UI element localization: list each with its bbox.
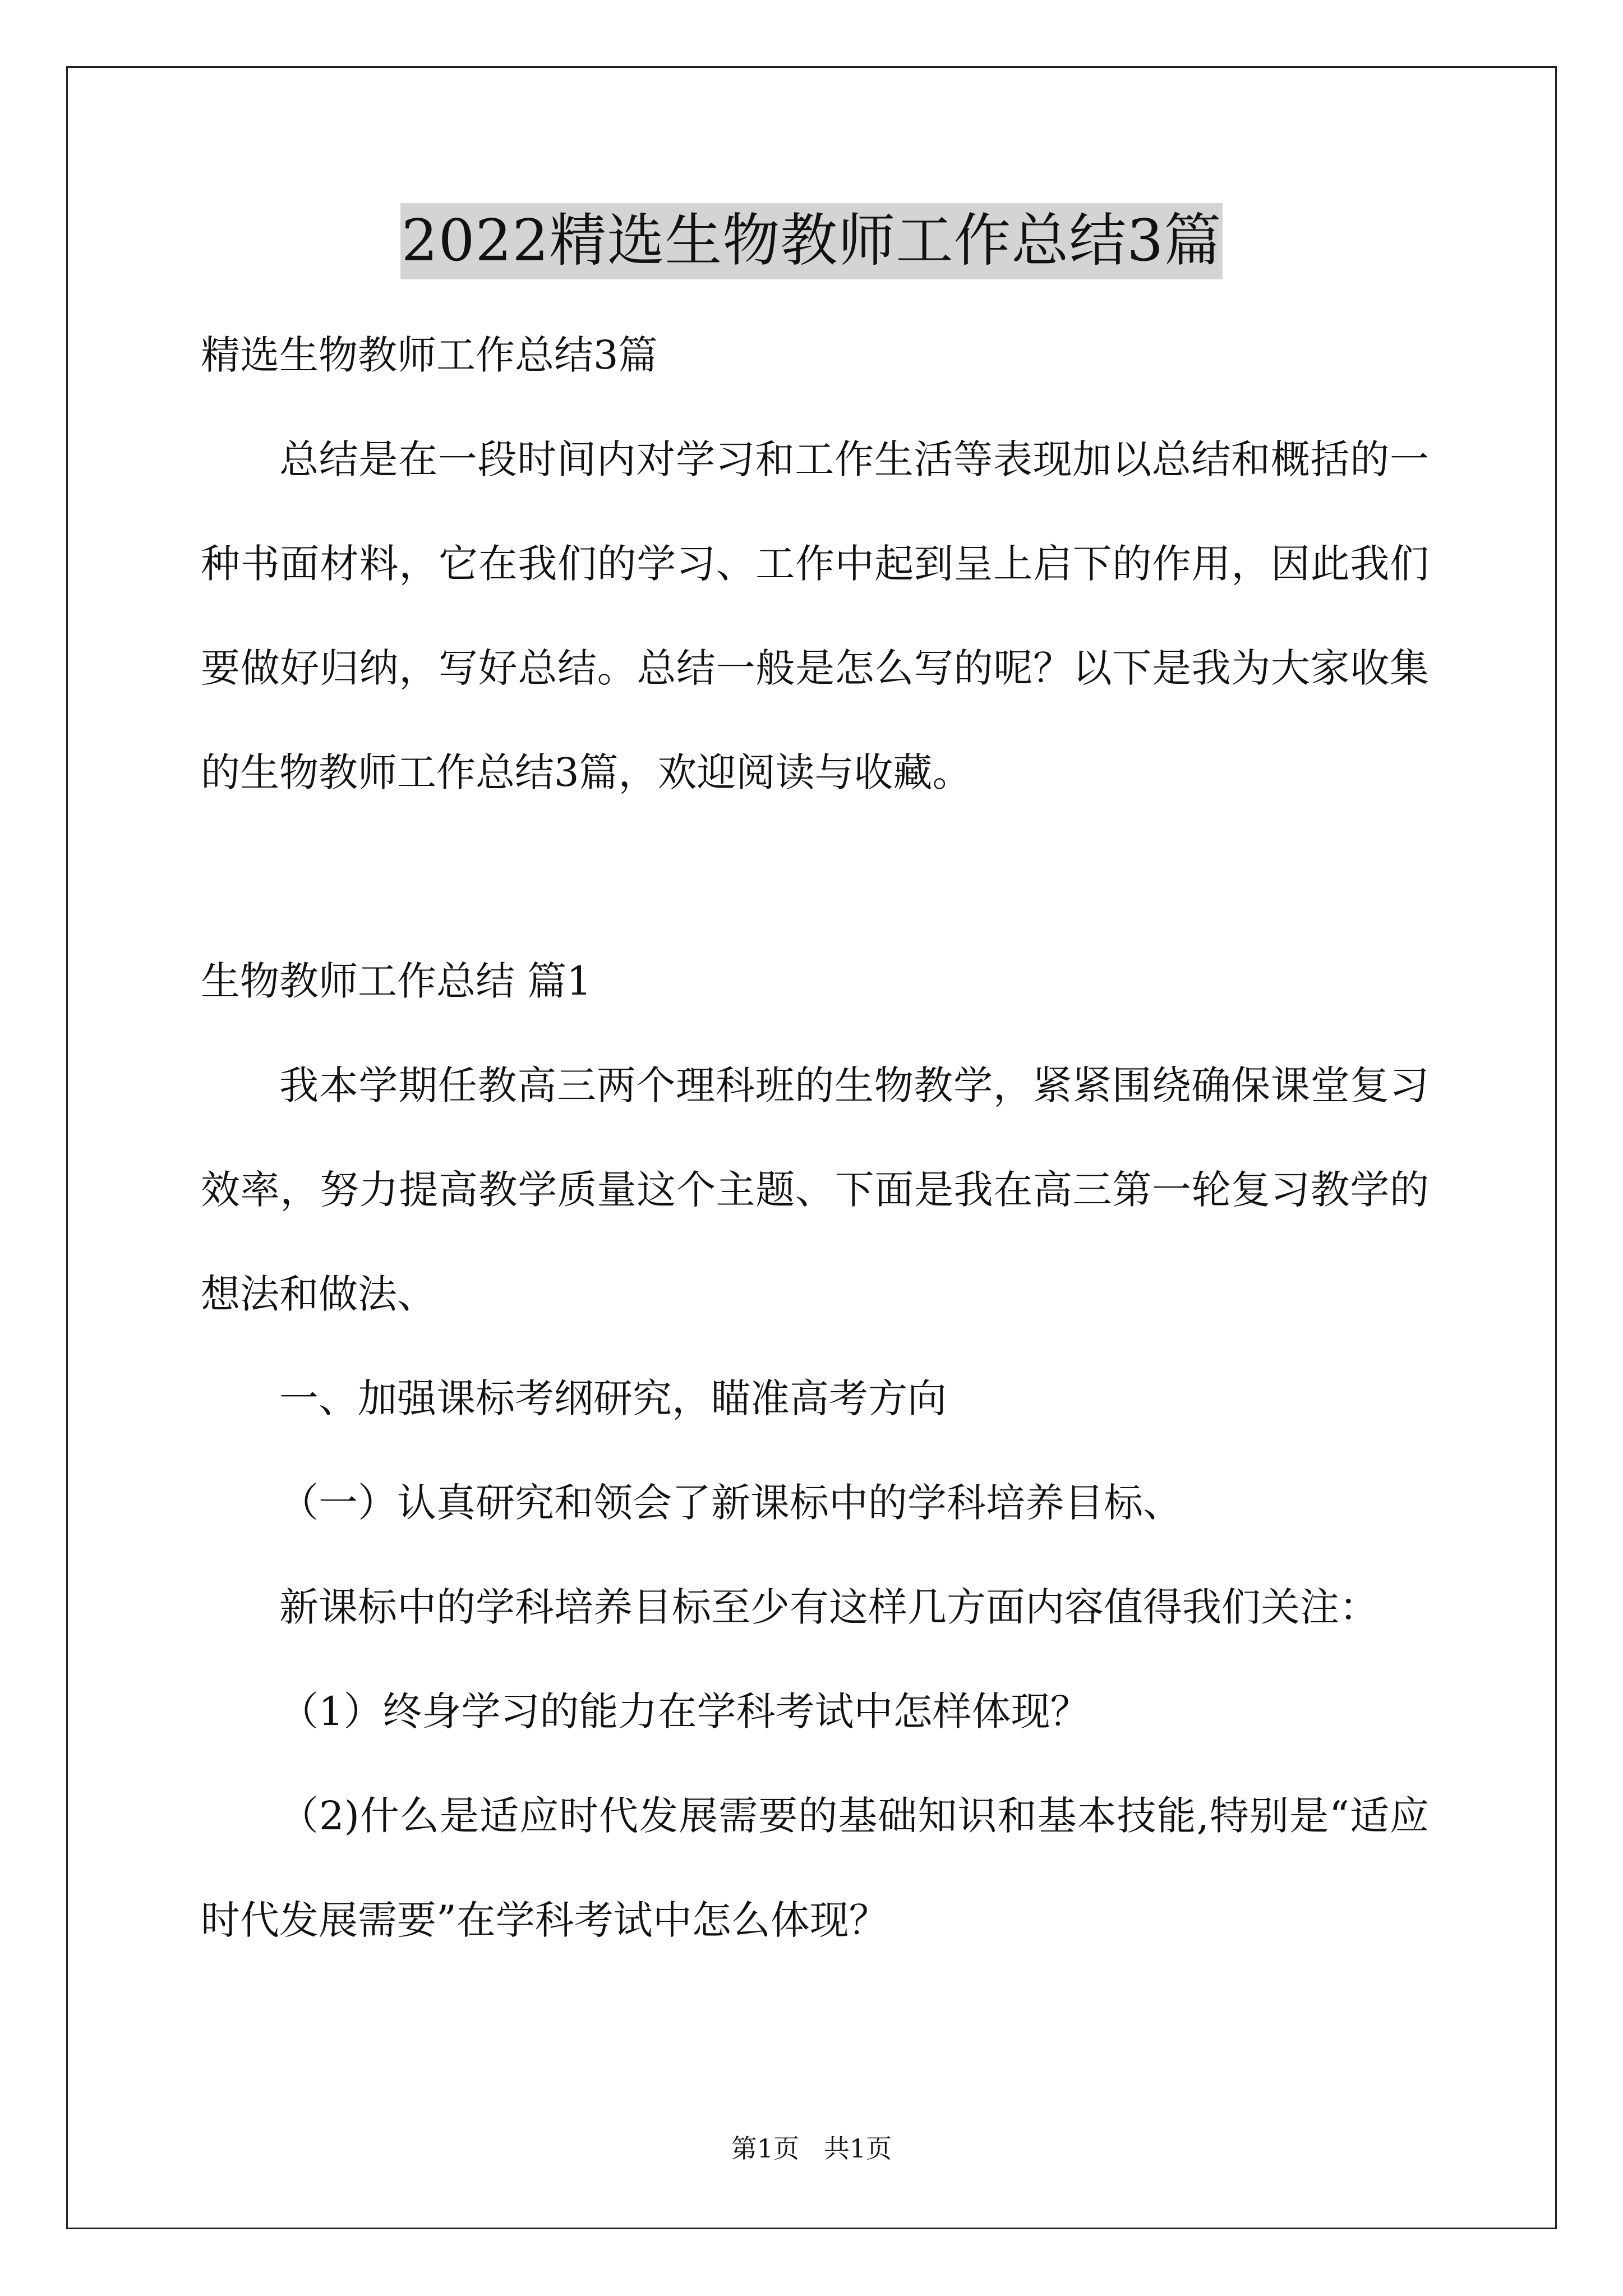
document-subtitle: 精选生物教师工作总结3篇 [201, 332, 658, 378]
intro-paragraph: 总结是在一段时间内对学习和工作生活等表现加以总结和概括的一种书面材料，它在我们的学习、工作中起到呈上启下的作用，因此我们要做好归纳，写好总结。总结一般是怎么写的呢？以下是我为大家收集的生物教师工作总结3篇，欢迎阅读与收藏。 [201, 436, 1429, 795]
question-2: （2)什么是适应时代发展需要的基础知识和基本技能,特别是“适应时代发展需要”在学科考试中怎么体现？ [201, 1793, 1429, 1943]
question-1: （1）终身学习的能力在学科考试中怎样体现？ [279, 1688, 1090, 1734]
document-title: 2022精选生物教师工作总结3篇 [400, 203, 1223, 279]
heading-1: 一、加强课标考纲研究，瞄准高考方向 [279, 1375, 947, 1421]
section-heading: 生物教师工作总结 篇1 [201, 958, 592, 1004]
paragraph-2: 新课标中的学科培养目标至少有这样几方面内容值得我们关注： [279, 1584, 1378, 1630]
paragraph-1: 我本学期任教高三两个理科班的生物教学，紧紧围绕确保课堂复习效率，努力提高教学质量这个主题、下面是我在高三第一轮复习教学的想法和做法、 [201, 1062, 1429, 1317]
document-body [201, 303, 1429, 1972]
title-container [0, 203, 1623, 279]
subheading-1: （一）认真研究和领会了新课标中的学科培养目标、 [279, 1480, 1182, 1526]
section-spacer [201, 825, 1429, 929]
page-footer: 第1页 共1页 [731, 2133, 892, 2164]
